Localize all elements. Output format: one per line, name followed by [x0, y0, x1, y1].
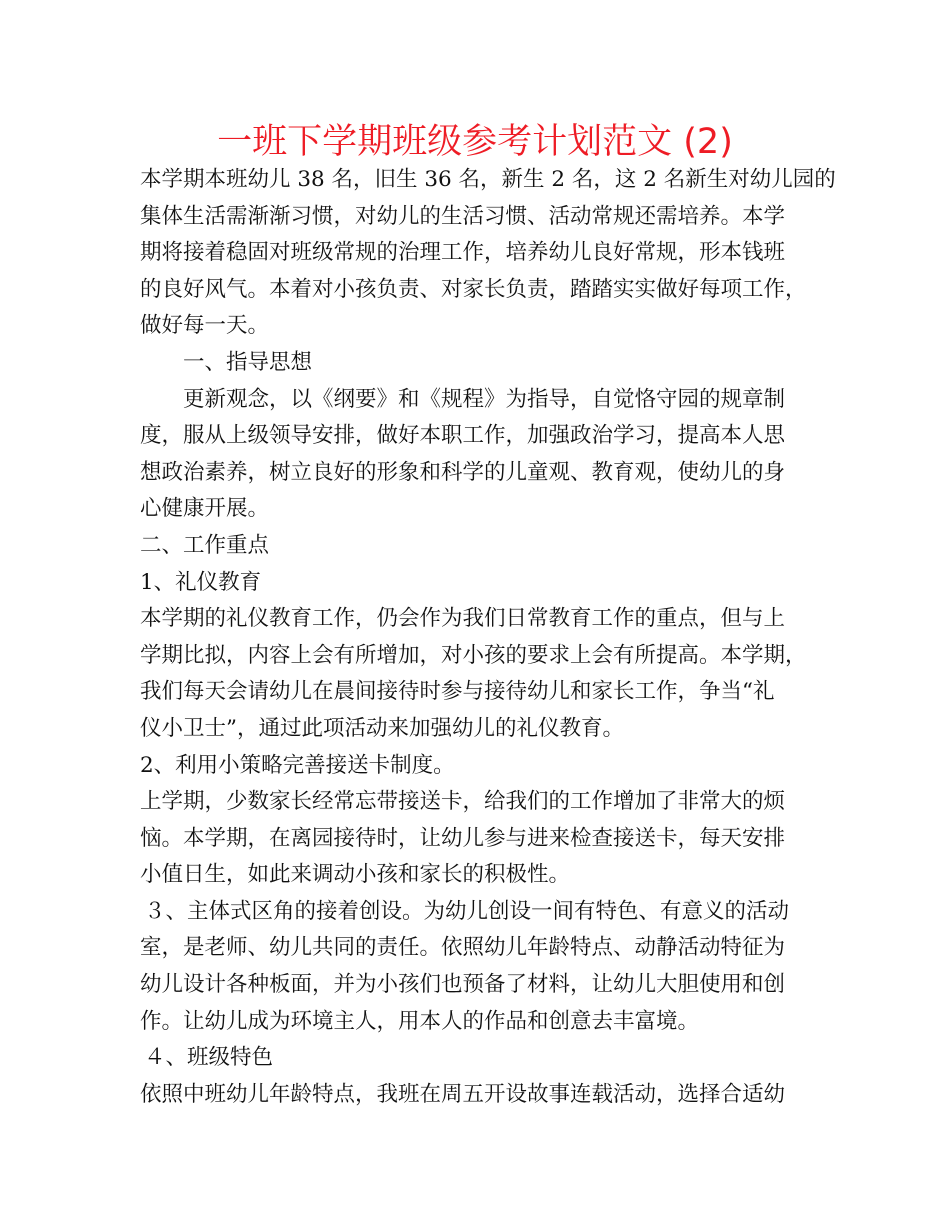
subheading-class-feature: ４、班级特色 [144, 1045, 274, 1071]
paragraph-line: 的良好风气。本着对小孩负责、对家长负责，踏踏实实做好每项工作， [140, 276, 807, 302]
subheading-etiquette: 1、礼仪教育 [140, 569, 262, 595]
paragraph-line: 恼。本学期，在离园接待时，让幼儿参与进来检查接送卡，每天安排 [140, 825, 786, 851]
subheading-pickup-card: 2、利用小策略完善接送卡制度。 [140, 752, 455, 778]
paragraph-line: 我们每天会请幼儿在晨间接待时参与接待幼儿和家长工作，争当“礼 [140, 679, 775, 705]
paragraph-line: 仪小卫士”，通过此项活动来加强幼儿的礼仪教育。 [140, 715, 624, 741]
paragraph-line: 更新观念，以《纲要》和《规程》为指导，自觉恪守园的规章制 [183, 386, 786, 412]
paragraph-line: 做好每一天。 [140, 313, 270, 339]
paragraph-line: 依照中班幼儿年龄特点，我班在周五开设故事连载活动，选择合适幼 [140, 1081, 786, 1107]
paragraph-line: 小值日生，如此来调动小孩和家长的积极性。 [140, 862, 571, 888]
paragraph-line: 度，服从上级领导安排，做好本职工作，加强政治学习，提高本人思 [140, 423, 786, 449]
section-heading-work-focus: 二、工作重点 [140, 532, 270, 558]
paragraph-line: 本学期的礼仪教育工作，仍会作为我们日常教育工作的重点，但与上 [140, 606, 786, 632]
paragraph-line: 室，是老师、幼儿共同的责任。依照幼儿年龄特点、动静活动特征为 [140, 935, 786, 961]
paragraph-line: 学期比拟，内容上会有所增加，对小孩的要求上会有所提高。本学期， [140, 642, 807, 668]
paragraph-line: 集体生活需渐渐习惯，对幼儿的生活习惯、活动常规还需培养。本学 [140, 203, 786, 229]
paragraph-line: 心健康开展。 [140, 496, 270, 522]
paragraph-line: 上学期，少数家长经常忘带接送卡，给我们的工作增加了非常大的烦 [140, 789, 786, 815]
subheading-activity-area: ３、主体式区角的接着创设。为幼儿创设一间有特色、有意义的活动 [144, 898, 790, 924]
paragraph-line: 想政治素养，树立良好的形象和科学的儿童观、教育观，使幼儿的身 [140, 459, 786, 485]
document-body [140, 162, 836, 1113]
paragraph-line: 作。让幼儿成为环境主人，用本人的作品和创意去丰富境。 [140, 1008, 700, 1034]
paragraph-line: 本学期本班幼儿 38 名，旧生 36 名，新生 2 名，这 2 名新生对幼儿园的 [140, 167, 836, 192]
section-heading-guiding-thought: 一、指导思想 [183, 349, 313, 375]
document-title: 一班下学期班级参考计划范文 (2) [217, 122, 733, 162]
paragraph-line: 幼儿设计各种板面，并为小孩们也预备了材料，让幼儿大胆使用和创 [140, 972, 786, 998]
paragraph-line: 期将接着稳固对班级常规的治理工作，培养幼儿良好常规，形本钱班 [140, 240, 786, 266]
